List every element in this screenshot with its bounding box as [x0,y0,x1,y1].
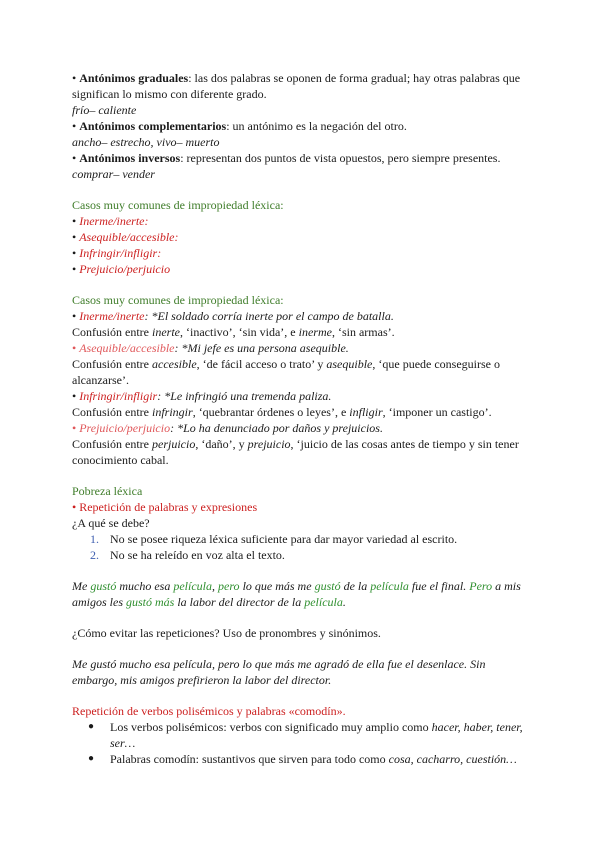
case-inerme: • Inerme/inerte: *El soldado corría inerte por el campo de batalla. [72,309,394,323]
antonym-graduales-example: frío– caliente [72,103,137,117]
list-item: ● Palabras comodín: sustantivos que sirven para todo como cosa, cacharro, cuestión… [88,752,517,766]
repeticion-bullet: • Repetición de palabras y expresiones [72,500,258,514]
case-prejuicio-confusion: Confusión entre perjuicio, ‘daño’, y prejuicio, ‘juicio de las cosas antes de tiempo y sin tener conocimiento cabal. [72,437,519,467]
bullet-icon: ● [88,753,95,764]
impropiedad-heading-1: Casos muy comunes de impropiedad léxica: [72,198,284,212]
document-page [72,70,532,767]
question-text: ¿A qué se debe? [72,516,150,530]
bullet-icon: ● [88,721,95,732]
case-asequible-confusion: Confusión entre accesible, ‘de fácil acceso o trato’ y asequible, ‘que puede conseguirse o alcanzarse’. [72,357,500,387]
impropiedad-item: • Asequible/accesible: [72,230,179,244]
list-item: 2. No se ha releído en voz alta el texto. [90,548,285,562]
impropiedad-heading-2: Casos muy comunes de impropiedad léxica: [72,293,284,307]
avoid-question: ¿Cómo evitar las repeticiones? Uso de pronombres y sinónimos. [72,626,381,640]
reasons-list [72,531,532,563]
antonym-inversos-example: comprar– vender [72,167,155,181]
case-prejuicio: • Prejuicio/perjuicio: *Lo ha denunciado por daños y prejuicios. [72,421,383,435]
antonym-complementarios-example: ancho– estrecho, vivo– muerto [72,135,220,149]
polisemicos-heading: Repetición de verbos polisémicos y palabras «comodín». [72,704,346,718]
list-item: 1. No se posee riqueza léxica suficiente para dar mayor variedad al escrito. [90,532,458,546]
pobreza-heading: Pobreza léxica [72,484,143,498]
rewrite-example: Me gustó mucho esa película, pero lo que más me agradó de ella fue el desenlace. Sin embargo, mis amigos prefirieron la labor del director. [72,657,486,687]
polisemicos-list [72,719,532,767]
case-asequible: • Asequible/accesible: *Mi jefe es una persona asequible. [72,341,349,355]
antonym-graduales: • Antónimos graduales: las dos palabras se oponen de forma gradual; hay otras palabras que significan lo mismo con diferente grado. [72,71,521,101]
list-item: ● Los verbos polisémicos: verbos con significado muy amplio como hacer, haber, tener, ser… [88,720,523,750]
antonym-inversos: • Antónimos inversos: representan dos puntos de vista opuestos, pero siempre presentes. [72,151,501,165]
impropiedad-item: • Prejuicio/perjuicio [72,262,171,276]
repetition-example: Me gustó mucho esa película, pero lo que más me gustó de la película fue el final. Pero a mis amigos les gustó más la labor del director de la película. [72,579,521,609]
case-infringir: • Infringir/infligir: *Le infringió una tremenda paliza. [72,389,332,403]
case-infringir-confusion: Confusión entre infringir, ‘quebrantar órdenes o leyes’, e infligir, ‘imponer un castigo’. [72,405,492,419]
impropiedad-item: • Infringir/infligir: [72,246,162,260]
impropiedad-item: • Inerme/inerte: [72,214,149,228]
antonym-complementarios: • Antónimos complementarios: un antónimo es la negación del otro. [72,119,407,133]
case-inerme-confusion: Confusión entre inerte, ‘inactivo’, ‘sin vida’, e inerme, ‘sin armas’. [72,325,395,339]
